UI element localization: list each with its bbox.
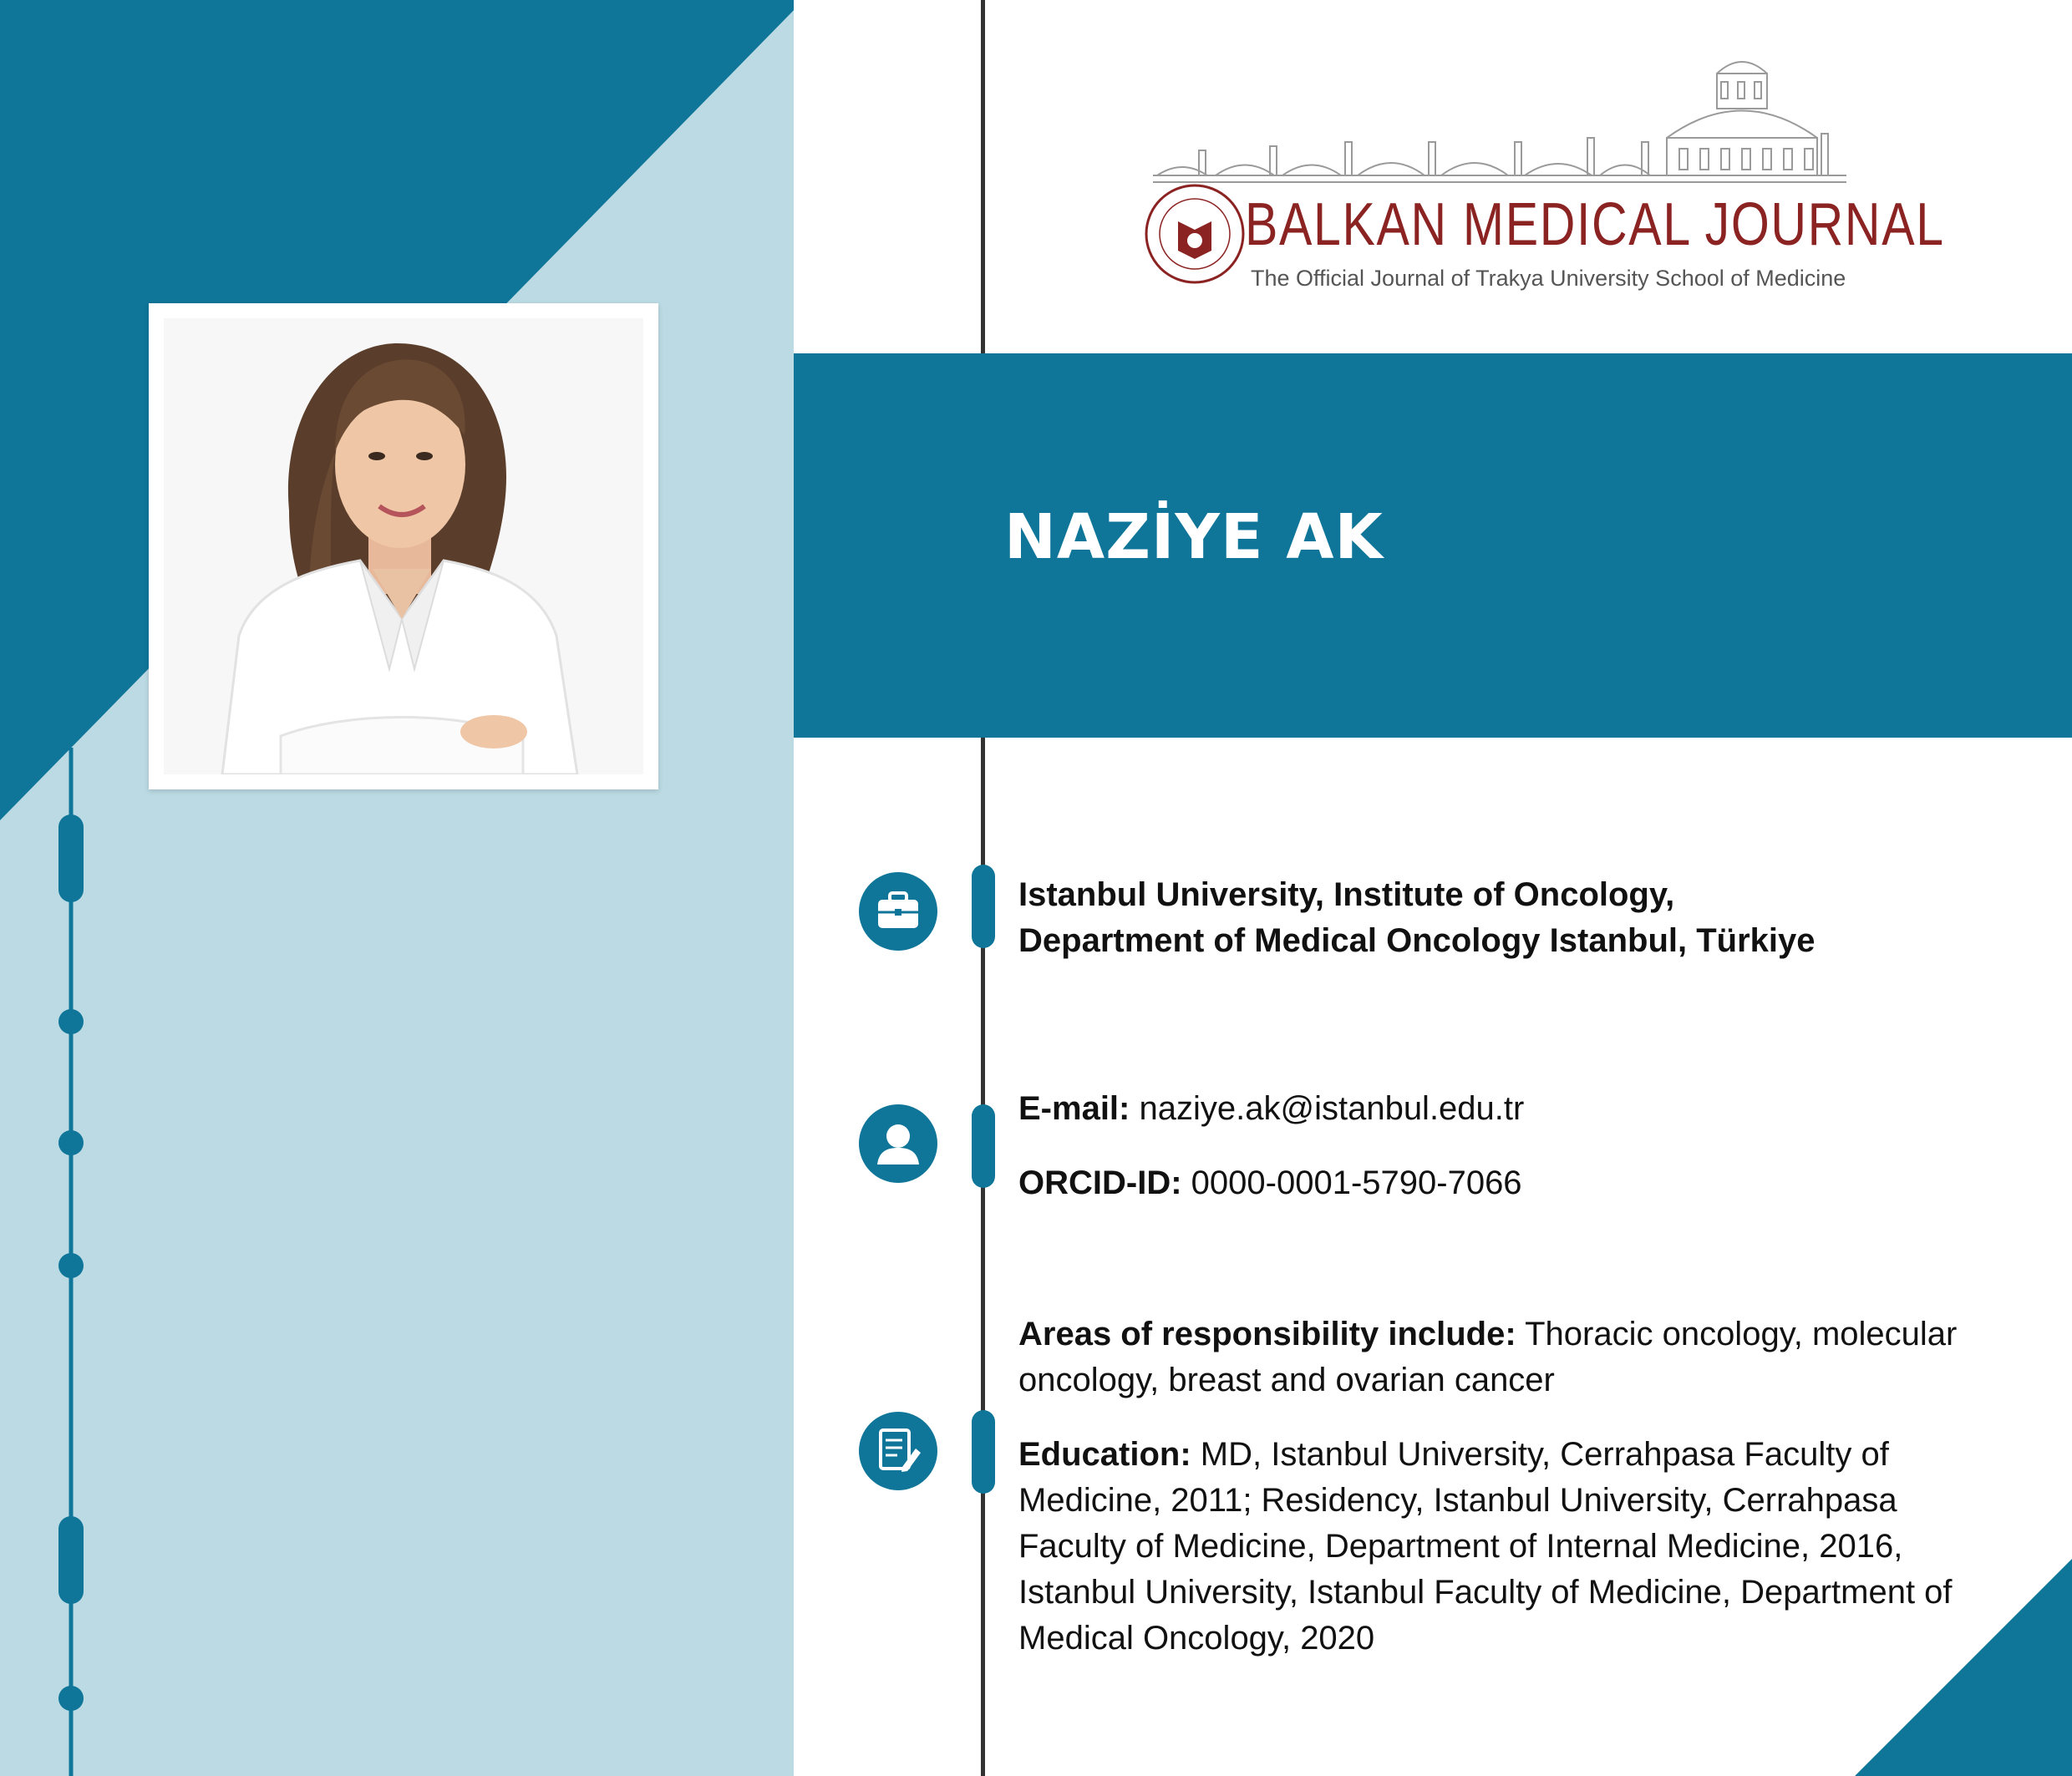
document-pen-icon (859, 1412, 937, 1490)
panel-shapes (0, 0, 794, 1776)
user-icon (859, 1104, 937, 1183)
left-decorative-panel (0, 0, 794, 1776)
building-illustration (1140, 50, 1851, 301)
briefcase-icon (859, 872, 937, 951)
email-label: E-mail: (1018, 1090, 1130, 1127)
education-value: MD, Istanbul University, Cerrahpasa Faculty of Medicine, 2011; Residency, Istanbul University, Cerrahpasa Faculty of Medicine, Department of Internal Medicine, 2016, Istanbul University, Istanbul Faculty of Medicine, Department of Medical Oncology, 2020 (1018, 1436, 1953, 1657)
corner-decoration (1855, 1559, 2072, 1776)
profile-photo-frame (149, 303, 658, 789)
profile-photo (164, 318, 643, 774)
affiliation-block (1018, 872, 2013, 964)
name-banner (794, 353, 2072, 738)
person-name: NAZİYE AK (1004, 501, 1384, 573)
areas-row (1018, 1312, 2013, 1403)
areas-value: Thoracic oncology, molecular oncology, breast and ovarian cancer (1018, 1316, 1958, 1398)
education-label: Education: (1018, 1436, 1191, 1473)
journal-subtitle: The Official Journal of Trakya University School of Medicine (1251, 266, 1846, 291)
affiliation-line-1: Istanbul University, Institute of Oncology, (1018, 876, 1675, 913)
journal-title: BALKAN MEDICAL JOURNAL (1245, 191, 1945, 258)
affiliation-line-2: Department of Medical Oncology Istanbul, Türkiye (1018, 922, 1816, 959)
timeline-marker (972, 1410, 995, 1494)
email-value: naziye.ak@istanbul.edu.tr (1139, 1090, 1525, 1127)
contact-block (1018, 1086, 2013, 1206)
email-row (1018, 1086, 2013, 1132)
orcid-label: ORCID-ID: (1018, 1165, 1182, 1201)
areas-label: Areas of responsibility include: (1018, 1316, 1516, 1352)
orcid-row (1018, 1160, 2013, 1206)
timeline-marker (972, 1104, 995, 1188)
orcid-value: 0000-0001-5790-7066 (1191, 1165, 1522, 1201)
timeline-marker (972, 865, 995, 948)
journal-logo (1140, 50, 1851, 301)
journal-seal-icon (1146, 185, 1243, 282)
